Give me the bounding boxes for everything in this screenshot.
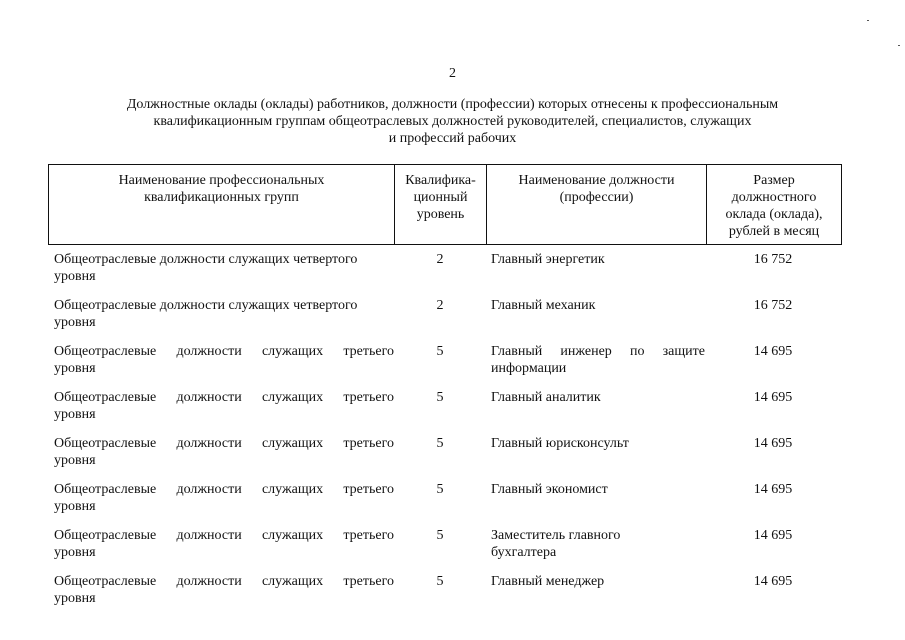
- header-salary-amount: Размер должностного оклада (оклада), рублей в месяц: [725, 173, 823, 239]
- salary-cell: 14 695: [753, 574, 793, 589]
- group-name-cell: Общеотраслевые должности служащих третьего уровня: [54, 390, 394, 422]
- group-name-cell: Общеотраслевые должности служащих третьего уровня: [54, 528, 394, 560]
- group-name-cell: Общеотраслевые должности служащих третьего уровня: [54, 482, 394, 514]
- table-row: [48, 435, 842, 475]
- document-title: [60, 96, 845, 147]
- group-name-cell: Общеотраслевые должности служащих четвертого уровня: [54, 252, 358, 284]
- position-cell: Главный юрисконсульт: [491, 436, 629, 451]
- scan-speck: [867, 20, 869, 21]
- scan-speck: [898, 45, 900, 46]
- title-line-1: Должностные оклады (оклады) работников, должности (профессии) которых отнесены к профессиональным: [126, 97, 779, 112]
- position-cell: Главный механик: [491, 298, 596, 313]
- group-name-cell: Общеотраслевые должности служащих третьего уровня: [54, 344, 394, 376]
- salary-table: [48, 164, 842, 606]
- salary-cell: 14 695: [753, 344, 793, 359]
- level-cell: 2: [436, 252, 444, 267]
- position-cell: Главный инженер по защите информации: [491, 344, 705, 376]
- position-cell: Главный аналитик: [491, 390, 601, 405]
- salary-cell: 14 695: [753, 528, 793, 543]
- salary-cell: 14 695: [753, 436, 793, 451]
- group-name-cell: Общеотраслевые должности служащих третьего уровня: [54, 574, 394, 606]
- position-cell: Главный энергетик: [491, 252, 605, 267]
- level-cell: 5: [436, 574, 444, 589]
- table-row: [48, 481, 842, 521]
- salary-cell: 14 695: [753, 482, 793, 497]
- table-row: [48, 343, 842, 383]
- level-cell: 5: [436, 482, 444, 497]
- table-row: [48, 251, 842, 291]
- header-group-name: Наименование профессиональных квалификационных групп: [49, 165, 395, 244]
- level-cell: 5: [436, 436, 444, 451]
- table-row: [48, 297, 842, 337]
- level-cell: 5: [436, 390, 444, 405]
- title-line-2: квалификационным группам общеотраслевых должностей руководителей, специалистов, служащих: [153, 114, 752, 129]
- title-line-3: и профессий рабочих: [388, 131, 517, 146]
- level-cell: 2: [436, 298, 444, 313]
- table-header-row: [48, 164, 842, 245]
- salary-cell: 14 695: [753, 390, 793, 405]
- group-name-cell: Общеотраслевые должности служащих третьего уровня: [54, 436, 394, 468]
- table-row: [48, 389, 842, 429]
- position-cell: Заместитель главного бухгалтера: [491, 528, 621, 560]
- header-qualification-level: Квалифика- ционный уровень: [395, 165, 487, 244]
- position-cell: Главный экономист: [491, 482, 608, 497]
- table-row: [48, 573, 842, 613]
- table-row: [48, 527, 842, 567]
- salary-cell: 16 752: [753, 298, 793, 313]
- page-number: 2: [449, 66, 456, 81]
- level-cell: 5: [436, 528, 444, 543]
- salary-cell: 16 752: [753, 252, 793, 267]
- level-cell: 5: [436, 344, 444, 359]
- group-name-cell: Общеотраслевые должности служащих четвертого уровня: [54, 298, 358, 330]
- position-cell: Главный менеджер: [491, 574, 605, 589]
- header-position-name: Наименование должности (профессии): [487, 165, 707, 244]
